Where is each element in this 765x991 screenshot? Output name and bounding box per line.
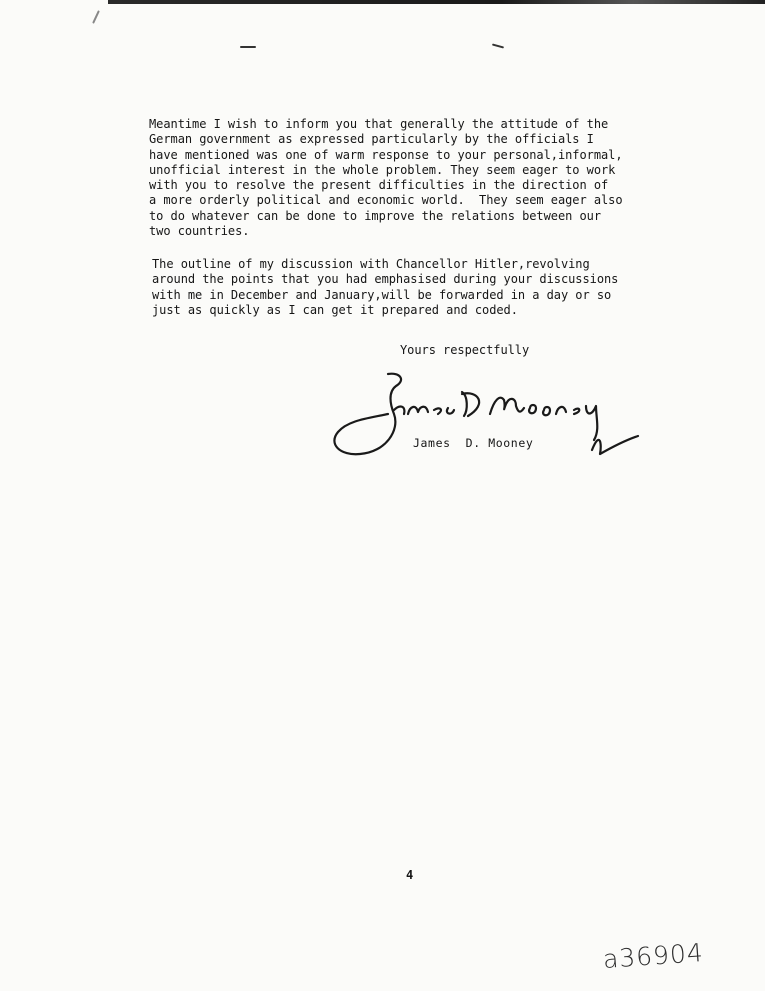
scan-artifact-left bbox=[240, 46, 256, 48]
scan-top-edge bbox=[108, 0, 765, 4]
handwritten-archive-number: a36904 bbox=[601, 937, 705, 974]
scan-artifact-right bbox=[492, 43, 504, 48]
letter-paragraph-2: The outline of my discussion with Chancellor Hitler,revolving around the points that you had emphasised during your discussions with me in December and January,will be forwarded in a day or so just as quickly as I can get it prepared and coded. bbox=[152, 257, 619, 317]
letter-paragraph-1: Meantime I wish to inform you that generally the attitude of the German government as expressed particularly by the officials I have mentioned was one of warm response to your personal,informal, unofficial interest in the whole problem. They seem eager to work with you to resolve the present difficulties in the direction of a more orderly political and economic world. They seem eager also to do whatever can be done to improve the relations between our two countries. bbox=[149, 117, 623, 239]
page-number: 4 bbox=[406, 868, 414, 882]
letter-closing: Yours respectfully bbox=[400, 343, 530, 357]
signer-name: James D. Mooney bbox=[413, 436, 534, 450]
scan-artifact-edge bbox=[92, 10, 100, 24]
